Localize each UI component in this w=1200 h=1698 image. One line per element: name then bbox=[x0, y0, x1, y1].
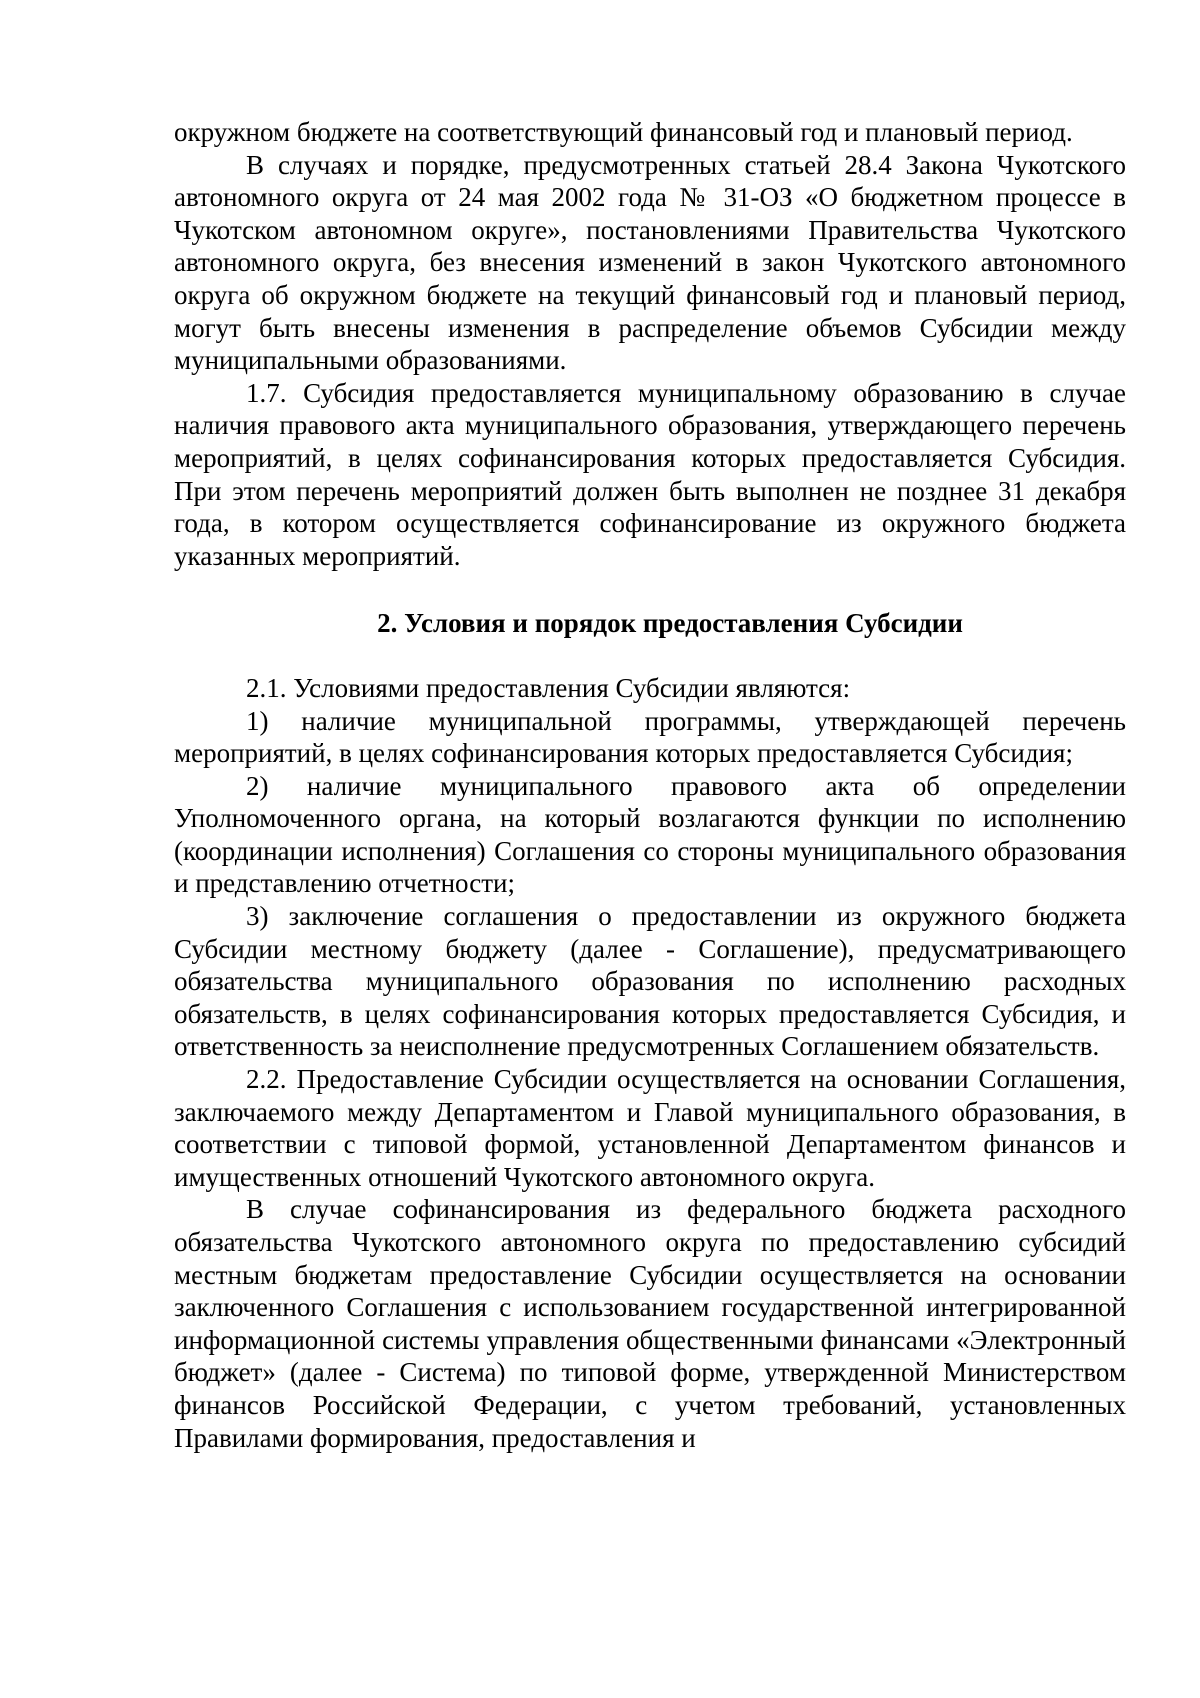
paragraph-continuation: окружном бюджете на соответствующий финансовый год и плановый период. bbox=[174, 117, 1073, 147]
list-item-2: 2) наличие муниципального правового акта об определении Уполномоченного органа, на который возлагаются функции по исполнению (координации исполнения) Соглашения со стороны муниципального образования и представлению отчетности; bbox=[174, 770, 1126, 899]
document-body bbox=[174, 116, 1126, 1454]
paragraph-2-1: 2.1. Условиями предоставления Субсидии являются: bbox=[246, 672, 851, 703]
section-heading: 2. Условия и порядок предоставления Субсидии bbox=[377, 608, 963, 639]
paragraph-1-7: 1.7. Субсидия предоставляется муниципальному образованию в случае наличия правового акта муниципального образования, утверждающего перечень мероприятий, в целях софинансирования которых предоставляется Субсидия. При этом перечень мероприятий должен быть выполнен не позднее 31 декабря года, в котором осуществляется софинансирование из окружного бюджета указанных мероприятий. bbox=[174, 377, 1126, 571]
list-item-1: 1) наличие муниципальной программы, утверждающей перечень мероприятий, в целях софинансирования которых предоставляется Субсидия; bbox=[174, 705, 1126, 769]
paragraph-budget-changes: В случаях и порядке, предусмотренных статьей 28.4 Закона Чукотского автономного округа от 24 мая 2002 года № 31-ОЗ «О бюджетном процессе в Чукотском автономном округе», постановлениями Правительства Чукотского автономного округа, без внесения изменений в закон Чукотского автономного округа об окружном бюджете на текущий финансовый год и плановый период, могут быть внесены изменения в распределение объемов Субсидии между муниципальными образованиями. bbox=[174, 149, 1126, 376]
list-item-3: 3) заключение соглашения о предоставлении из окружного бюджета Субсидии местному бюджету (далее - Соглашение), предусматривающего обязательства муниципального образования по исполнению расходных обязательств, в целях софинансирования которых предоставляется Субсидия, и ответственность за неисполнение предусмотренных Соглашением обязательств. bbox=[174, 901, 1126, 1062]
paragraph-2-2: 2.2. Предоставление Субсидии осуществляется на основании Соглашения, заключаемого между Департаментом и Главой муниципального образования, в соответствии с типовой формой, установленной Департаментом финансов и имущественных отношений Чукотского автономного округа. bbox=[174, 1064, 1126, 1192]
paragraph-federal-cofinancing: В случае софинансирования из федерального бюджета расходного обязательства Чукотского автономного округа по предоставлению субсидий местным бюджетам предоставление Субсидии осуществляется на основании заключенного Соглашения с использованием государственной интегрированной информационной системы управления общественными финансами «Электронный бюджет» (далее - Система) по типовой форме, утвержденной Министерством финансов Российской Федерации, с учетом требований, установленных Правилами формирования, предоставления и bbox=[174, 1194, 1126, 1453]
